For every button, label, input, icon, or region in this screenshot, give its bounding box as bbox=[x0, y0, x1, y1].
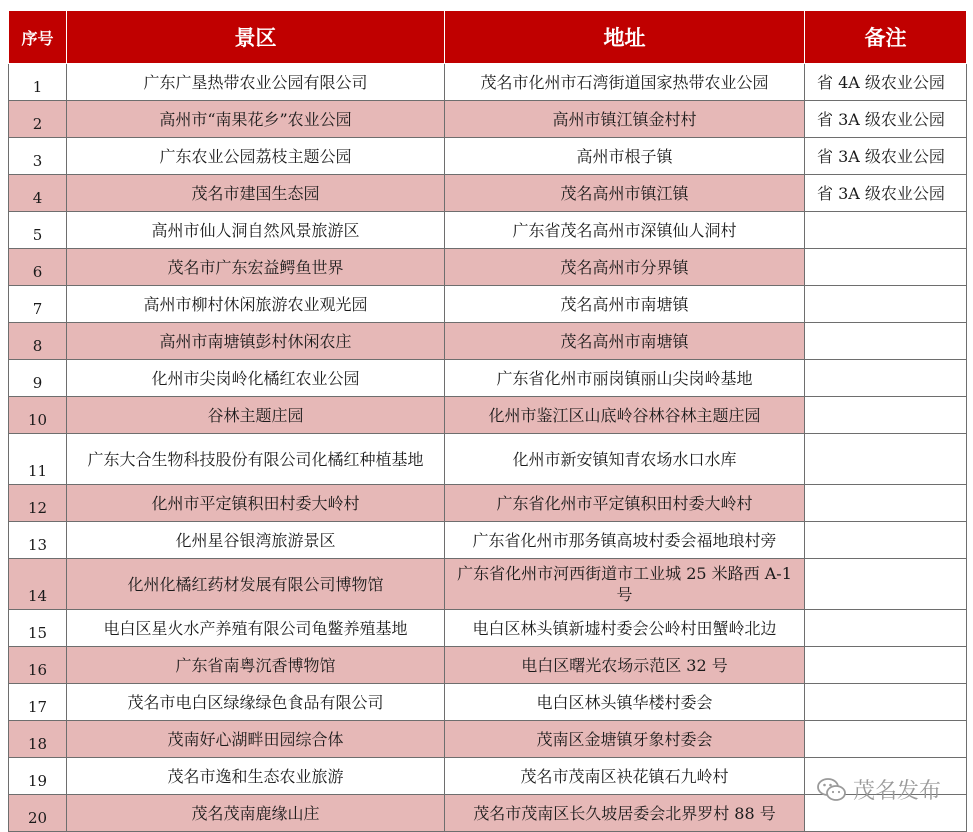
row-no: 17 bbox=[9, 684, 67, 721]
table-row bbox=[9, 397, 967, 434]
wechat-icon bbox=[817, 777, 847, 803]
row-address: 广东省化州市丽岗镇丽山尖岗岭基地 bbox=[445, 360, 805, 397]
row-no: 5 bbox=[9, 212, 67, 249]
table-row bbox=[9, 647, 967, 684]
table-row bbox=[9, 434, 967, 485]
row-spot: 谷林主题庄园 bbox=[67, 397, 445, 434]
row-note bbox=[805, 434, 967, 485]
row-spot: 高州市仙人洞自然风景旅游区 bbox=[67, 212, 445, 249]
row-spot: 高州市“南果花乡”农业公园 bbox=[67, 101, 445, 138]
row-note bbox=[805, 286, 967, 323]
row-note bbox=[805, 485, 967, 522]
table-row bbox=[9, 323, 967, 360]
row-note bbox=[805, 559, 967, 610]
table-row bbox=[9, 212, 967, 249]
row-address: 高州市根子镇 bbox=[445, 138, 805, 175]
row-address: 电白区林头镇新墟村委会公岭村田蟹岭北边 bbox=[445, 610, 805, 647]
row-address: 电白区林头镇华楼村委会 bbox=[445, 684, 805, 721]
row-spot: 茂名市电白区绿缘绿色食品有限公司 bbox=[67, 684, 445, 721]
row-address: 茂名高州市南塘镇 bbox=[445, 286, 805, 323]
row-spot: 茂名市建国生态园 bbox=[67, 175, 445, 212]
row-spot: 茂名茂南鹿缘山庄 bbox=[67, 795, 445, 832]
row-note bbox=[805, 721, 967, 758]
row-no: 2 bbox=[9, 101, 67, 138]
row-note: 省 4A 级农业公园 bbox=[805, 64, 967, 101]
row-no: 11 bbox=[9, 434, 67, 485]
row-address: 高州市镇江镇金村村 bbox=[445, 101, 805, 138]
table-row bbox=[9, 138, 967, 175]
row-no: 10 bbox=[9, 397, 67, 434]
table-row bbox=[9, 721, 967, 758]
row-note bbox=[805, 323, 967, 360]
table-row bbox=[9, 684, 967, 721]
row-spot: 化州市平定镇积田村委大岭村 bbox=[67, 485, 445, 522]
row-no: 1 bbox=[9, 64, 67, 101]
row-spot: 茂名市广东宏益鳄鱼世界 bbox=[67, 249, 445, 286]
row-note bbox=[805, 522, 967, 559]
row-note bbox=[805, 647, 967, 684]
row-spot: 广东广垦热带农业公园有限公司 bbox=[67, 64, 445, 101]
row-note bbox=[805, 610, 967, 647]
table-header-row bbox=[9, 11, 967, 64]
header-no: 序号 bbox=[9, 11, 67, 64]
scenic-spot-table-container bbox=[8, 10, 966, 832]
row-spot: 高州市柳村休闲旅游农业观光园 bbox=[67, 286, 445, 323]
row-note: 省 3A 级农业公园 bbox=[805, 101, 967, 138]
row-spot: 化州星谷银湾旅游景区 bbox=[67, 522, 445, 559]
row-no: 18 bbox=[9, 721, 67, 758]
table-row bbox=[9, 249, 967, 286]
table-row bbox=[9, 522, 967, 559]
watermark-text: 茂名发布 bbox=[852, 779, 941, 804]
row-note bbox=[805, 249, 967, 286]
row-no: 20 bbox=[9, 795, 67, 832]
row-address: 电白区曙光农场示范区 32 号 bbox=[445, 647, 805, 684]
row-no: 19 bbox=[9, 758, 67, 795]
table-row bbox=[9, 101, 967, 138]
row-address: 广东省化州市河西街道市工业城 25 米路西 A-1 号 bbox=[445, 559, 805, 610]
row-spot: 广东大合生物科技股份有限公司化橘红种植基地 bbox=[67, 434, 445, 485]
table-row bbox=[9, 64, 967, 101]
header-note: 备注 bbox=[805, 11, 967, 64]
row-spot: 广东省南粤沉香博物馆 bbox=[67, 647, 445, 684]
row-address: 茂名高州市分界镇 bbox=[445, 249, 805, 286]
row-no: 15 bbox=[9, 610, 67, 647]
row-address: 广东省茂名高州市深镇仙人洞村 bbox=[445, 212, 805, 249]
row-address: 茂南区金塘镇牙象村委会 bbox=[445, 721, 805, 758]
row-spot: 广东农业公园荔枝主题公园 bbox=[67, 138, 445, 175]
row-note bbox=[805, 360, 967, 397]
table-row bbox=[9, 610, 967, 647]
row-note bbox=[805, 684, 967, 721]
header-spot: 景区 bbox=[67, 11, 445, 64]
row-spot: 电白区星火水产养殖有限公司龟鳖养殖基地 bbox=[67, 610, 445, 647]
row-address: 茂名高州市镇江镇 bbox=[445, 175, 805, 212]
table-row bbox=[9, 559, 967, 610]
row-no: 13 bbox=[9, 522, 67, 559]
row-spot: 高州市南塘镇彭村休闲农庄 bbox=[67, 323, 445, 360]
row-no: 4 bbox=[9, 175, 67, 212]
table-row bbox=[9, 175, 967, 212]
row-note bbox=[805, 212, 967, 249]
row-spot: 化州化橘红药材发展有限公司博物馆 bbox=[67, 559, 445, 610]
row-address: 化州市鉴江区山底岭谷林谷林主题庄园 bbox=[445, 397, 805, 434]
row-spot: 化州市尖岗岭化橘红农业公园 bbox=[67, 360, 445, 397]
row-no: 16 bbox=[9, 647, 67, 684]
header-address: 地址 bbox=[445, 11, 805, 64]
row-address: 茂名市化州市石湾街道国家热带农业公园 bbox=[445, 64, 805, 101]
row-address: 广东省化州市那务镇高坡村委会福地琅村旁 bbox=[445, 522, 805, 559]
row-no: 6 bbox=[9, 249, 67, 286]
row-note bbox=[805, 397, 967, 434]
table-row bbox=[9, 286, 967, 323]
watermark bbox=[817, 774, 941, 805]
table-row bbox=[9, 485, 967, 522]
scenic-spot-table bbox=[8, 10, 967, 832]
row-no: 12 bbox=[9, 485, 67, 522]
table-row bbox=[9, 360, 967, 397]
row-no: 14 bbox=[9, 559, 67, 610]
row-address: 茂名市茂南区袂花镇石九岭村 bbox=[445, 758, 805, 795]
row-spot: 茂南好心湖畔田园综合体 bbox=[67, 721, 445, 758]
row-no: 3 bbox=[9, 138, 67, 175]
row-address: 茂名市茂南区长久坡居委会北界罗村 88 号 bbox=[445, 795, 805, 832]
row-spot: 茂名市逸和生态农业旅游 bbox=[67, 758, 445, 795]
row-address: 化州市新安镇知青农场水口水库 bbox=[445, 434, 805, 485]
row-address: 茂名高州市南塘镇 bbox=[445, 323, 805, 360]
row-note: 省 3A 级农业公园 bbox=[805, 138, 967, 175]
row-no: 8 bbox=[9, 323, 67, 360]
row-address: 广东省化州市平定镇积田村委大岭村 bbox=[445, 485, 805, 522]
row-note: 省 3A 级农业公园 bbox=[805, 175, 967, 212]
row-no: 7 bbox=[9, 286, 67, 323]
row-no: 9 bbox=[9, 360, 67, 397]
